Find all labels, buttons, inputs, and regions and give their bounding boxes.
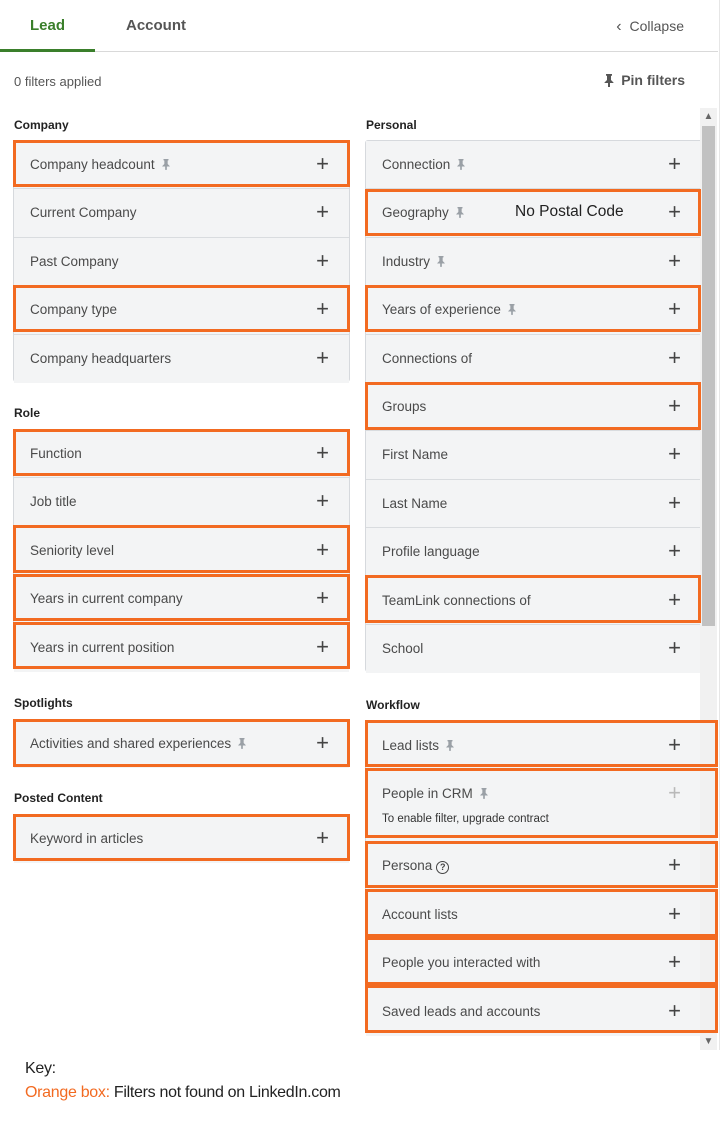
collapse-button[interactable] (616, 0, 684, 52)
plus-icon[interactable]: + (668, 852, 681, 878)
filter-label: Current Company (30, 205, 137, 221)
filter-years-in-current-company[interactable] (14, 575, 349, 623)
scroll-up-arrow-icon[interactable]: ▲ (703, 111, 714, 122)
pin-icon (603, 73, 615, 87)
filter-label: Past Company (30, 253, 119, 269)
filter-lead-lists[interactable] (366, 722, 716, 770)
section-title-company: Company (14, 118, 69, 132)
filter-label: Company headquarters (30, 350, 172, 366)
filter-label: Seniority level (30, 542, 115, 558)
filter-label: School (382, 641, 424, 656)
pin-icon (479, 787, 489, 802)
filter-people-you-interacted-with[interactable] (366, 939, 716, 987)
filter-label: TeamLink connections of (382, 592, 531, 608)
filter-label: Industry (382, 254, 446, 270)
filter-connections-of[interactable] (366, 335, 716, 383)
filter-current-company[interactable] (14, 189, 349, 237)
plus-icon[interactable]: + (668, 732, 681, 757)
filter-label: Job title (30, 494, 77, 510)
workflow-filter-group (365, 721, 717, 1031)
plus-icon[interactable]: + (316, 585, 329, 611)
role-filter-group (13, 429, 350, 670)
filter-label: Last Name (382, 495, 448, 511)
posted-content-filter-group (13, 814, 350, 861)
plus-icon[interactable]: + (316, 633, 329, 659)
plus-icon[interactable]: + (668, 344, 681, 370)
filter-years-in-current-position[interactable] (14, 624, 349, 672)
pin-icon (507, 303, 517, 318)
plus-icon[interactable]: + (668, 489, 681, 515)
plus-icon[interactable]: + (316, 440, 329, 465)
plus-icon[interactable]: + (316, 536, 329, 562)
pin-filters-label: Pin filters (621, 72, 685, 88)
filter-company-type[interactable] (14, 286, 349, 334)
filter-label: Years in current company (30, 591, 183, 607)
filter-label: Persona ? (382, 858, 449, 874)
company-filter-group (13, 140, 350, 382)
pin-icon (455, 206, 465, 221)
filter-label: Groups (382, 399, 427, 414)
plus-icon[interactable]: + (668, 949, 681, 975)
filter-last-name[interactable] (366, 480, 716, 528)
filter-seniority-level[interactable] (14, 527, 349, 575)
plus-icon[interactable]: + (668, 538, 681, 564)
plus-icon[interactable]: + (668, 393, 681, 418)
plus-icon[interactable]: + (668, 247, 681, 273)
scroll-down-arrow-icon[interactable]: ▼ (703, 1036, 714, 1047)
filter-company-headcount[interactable] (14, 141, 349, 189)
plus-icon[interactable]: + (316, 488, 329, 514)
pin-icon (237, 737, 247, 752)
tab-account[interactable]: Account (126, 17, 186, 34)
section-title-spotlights: Spotlights (14, 696, 73, 710)
section-title-workflow: Workflow (366, 698, 420, 712)
filter-keyword-in-articles[interactable] (14, 815, 349, 863)
plus-icon[interactable]: + (668, 199, 681, 225)
pin-icon (436, 255, 446, 270)
plus-icon[interactable]: + (316, 247, 329, 273)
pin-icon (456, 158, 466, 173)
filter-groups[interactable] (366, 383, 716, 431)
scrollbar[interactable] (700, 108, 717, 1050)
filter-geography[interactable] (366, 189, 716, 237)
plus-icon[interactable]: + (316, 730, 329, 755)
scrollbar-thumb[interactable] (702, 126, 715, 626)
pin-icon (445, 739, 455, 754)
filter-label: People in CRM (382, 786, 489, 802)
filter-label: Saved leads and accounts (382, 1003, 541, 1019)
plus-icon[interactable]: + (316, 296, 329, 322)
filter-label: Lead lists (382, 738, 455, 754)
filter-label: Function (30, 446, 82, 461)
plus-icon: + (668, 780, 681, 806)
filter-years-of-experience[interactable] (366, 286, 716, 334)
filter-job-title[interactable] (14, 478, 349, 526)
filter-people-in-crm[interactable] (366, 770, 716, 842)
legend-key (25, 1060, 341, 1102)
collapse-label: Collapse (629, 18, 684, 34)
filter-past-company[interactable] (14, 238, 349, 286)
crm-upgrade-note: To enable filter, upgrade contract (382, 813, 549, 826)
filters-applied-count: 0 filters applied (14, 74, 102, 89)
pin-icon (161, 158, 171, 173)
plus-icon[interactable]: + (668, 586, 681, 612)
filter-label: Keyword in articles (30, 831, 144, 846)
filter-connection[interactable] (366, 141, 716, 189)
pin-filters-button[interactable] (603, 72, 685, 88)
plus-icon[interactable]: + (668, 151, 681, 176)
filter-function[interactable] (14, 430, 349, 478)
filter-teamlink-connections-of[interactable] (366, 577, 716, 625)
filter-industry[interactable] (366, 238, 716, 286)
section-title-role: Role (14, 406, 41, 420)
filter-label: Years of experience (382, 302, 517, 318)
filter-profile-language[interactable] (366, 528, 716, 576)
key-description: Filters not found on LinkedIn.com (109, 1084, 341, 1101)
plus-icon[interactable]: + (316, 344, 329, 370)
filter-label: Years in current position (30, 639, 175, 655)
plus-icon[interactable]: + (316, 199, 329, 225)
geography-annotation: No Postal Code (515, 203, 624, 221)
filter-school[interactable] (366, 625, 716, 673)
filter-label: People you interacted with (382, 955, 541, 971)
plus-icon[interactable]: + (668, 997, 681, 1023)
section-title-posted-content: Posted Content (14, 791, 103, 805)
filter-label: First Name (382, 447, 449, 463)
plus-icon[interactable]: + (668, 900, 681, 926)
plus-icon[interactable]: + (668, 441, 681, 467)
tab-lead[interactable]: Lead (0, 0, 95, 52)
filter-label: Activities and shared experiences (30, 736, 247, 752)
filter-label: Account lists (382, 906, 458, 922)
spotlights-filter-group (13, 719, 350, 767)
filter-label: Connections of (382, 350, 473, 366)
filter-account-lists[interactable] (366, 891, 716, 939)
filter-saved-leads-and-accounts[interactable] (366, 988, 716, 1036)
section-title-personal: Personal (366, 118, 417, 132)
filter-label: Geography (382, 205, 465, 221)
tab-bar (0, 0, 718, 52)
help-icon[interactable]: ? (436, 861, 449, 874)
key-entry (25, 1084, 341, 1102)
personal-filter-group (365, 140, 717, 672)
plus-icon[interactable]: + (668, 635, 681, 660)
filter-label: Profile language (382, 544, 480, 560)
plus-icon[interactable]: + (316, 151, 329, 176)
key-orange-label: Orange box: (25, 1084, 110, 1101)
filter-label: Company type (30, 302, 118, 318)
key-title: Key: (25, 1060, 56, 1077)
plus-icon[interactable]: + (668, 296, 681, 322)
plus-icon[interactable]: + (316, 825, 329, 850)
chevron-left-icon: ‹ (616, 18, 622, 35)
filter-first-name[interactable] (366, 431, 716, 479)
filter-persona[interactable] (366, 842, 716, 890)
filter-label: Connection (382, 157, 466, 173)
filter-activities-shared-experiences[interactable] (14, 720, 349, 768)
filter-label: Company headcount (30, 157, 171, 173)
filter-company-headquarters[interactable] (14, 335, 349, 383)
